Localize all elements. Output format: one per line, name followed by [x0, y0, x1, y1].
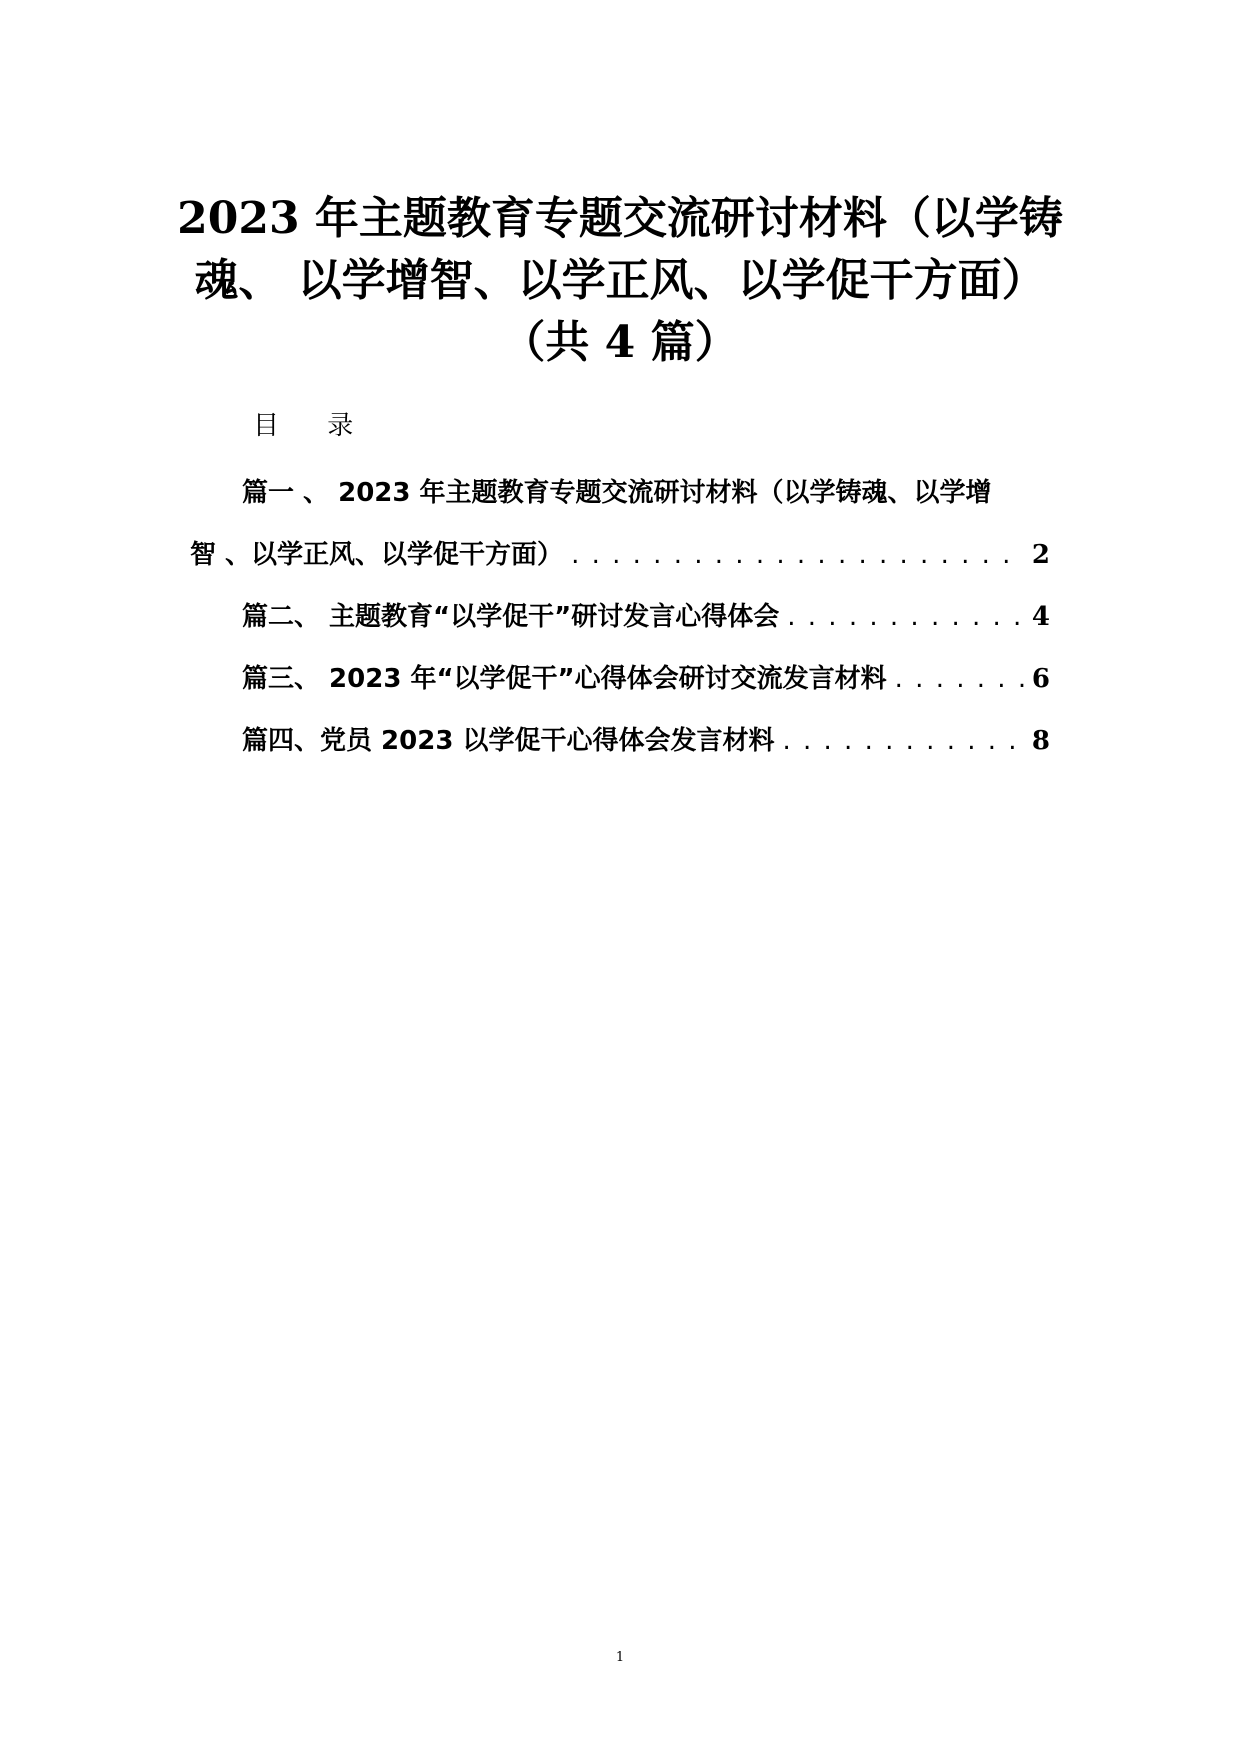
toc-entry-1-line-1[interactable] [190, 462, 1050, 524]
toc-entry-label: 篇一 、 2023 年主题教育专题交流研讨材料（以学铸魂、以学增 [242, 478, 992, 508]
toc-page-number: 6 [1031, 664, 1050, 694]
table-of-contents [190, 462, 1050, 772]
toc-entry-label: 篇三、 2023 年“以学促干”心得体会研讨交流发言材料 [242, 664, 887, 694]
title-line-2: 魂、 以学增智、以学正风、以学促干方面） [194, 255, 1046, 306]
toc-entry-label: 篇二、 主题教育“以学促干”研讨发言心得体会 [242, 602, 780, 632]
toc-heading: 目 录 [253, 411, 374, 441]
page-number: 1 [615, 1650, 625, 1665]
toc-leader-dots [787, 586, 1024, 648]
toc-page-number: 2 [1031, 540, 1050, 570]
toc-leader-dots [895, 648, 1024, 710]
toc-entry-label: 篇四、党员 2023 以学促干心得体会发言材料 [242, 726, 775, 756]
toc-leader-dots [571, 524, 1024, 586]
toc-page-number: 8 [1031, 726, 1050, 756]
toc-entry-4[interactable] [190, 710, 1050, 772]
toc-entry-label: 智 、以学正风、以学促干方面） [190, 540, 564, 570]
title-line-3: （共 4 篇） [501, 317, 739, 368]
toc-entry-3[interactable] [190, 648, 1050, 710]
title-line-1: 2023 年主题教育专题交流研讨材料（以学铸 [177, 193, 1063, 244]
toc-entry-1-line-2[interactable] [190, 524, 1050, 586]
toc-leader-dots [782, 710, 1023, 772]
toc-page-number: 4 [1031, 602, 1050, 632]
toc-entry-2[interactable] [190, 586, 1050, 648]
document-title [150, 188, 1090, 374]
